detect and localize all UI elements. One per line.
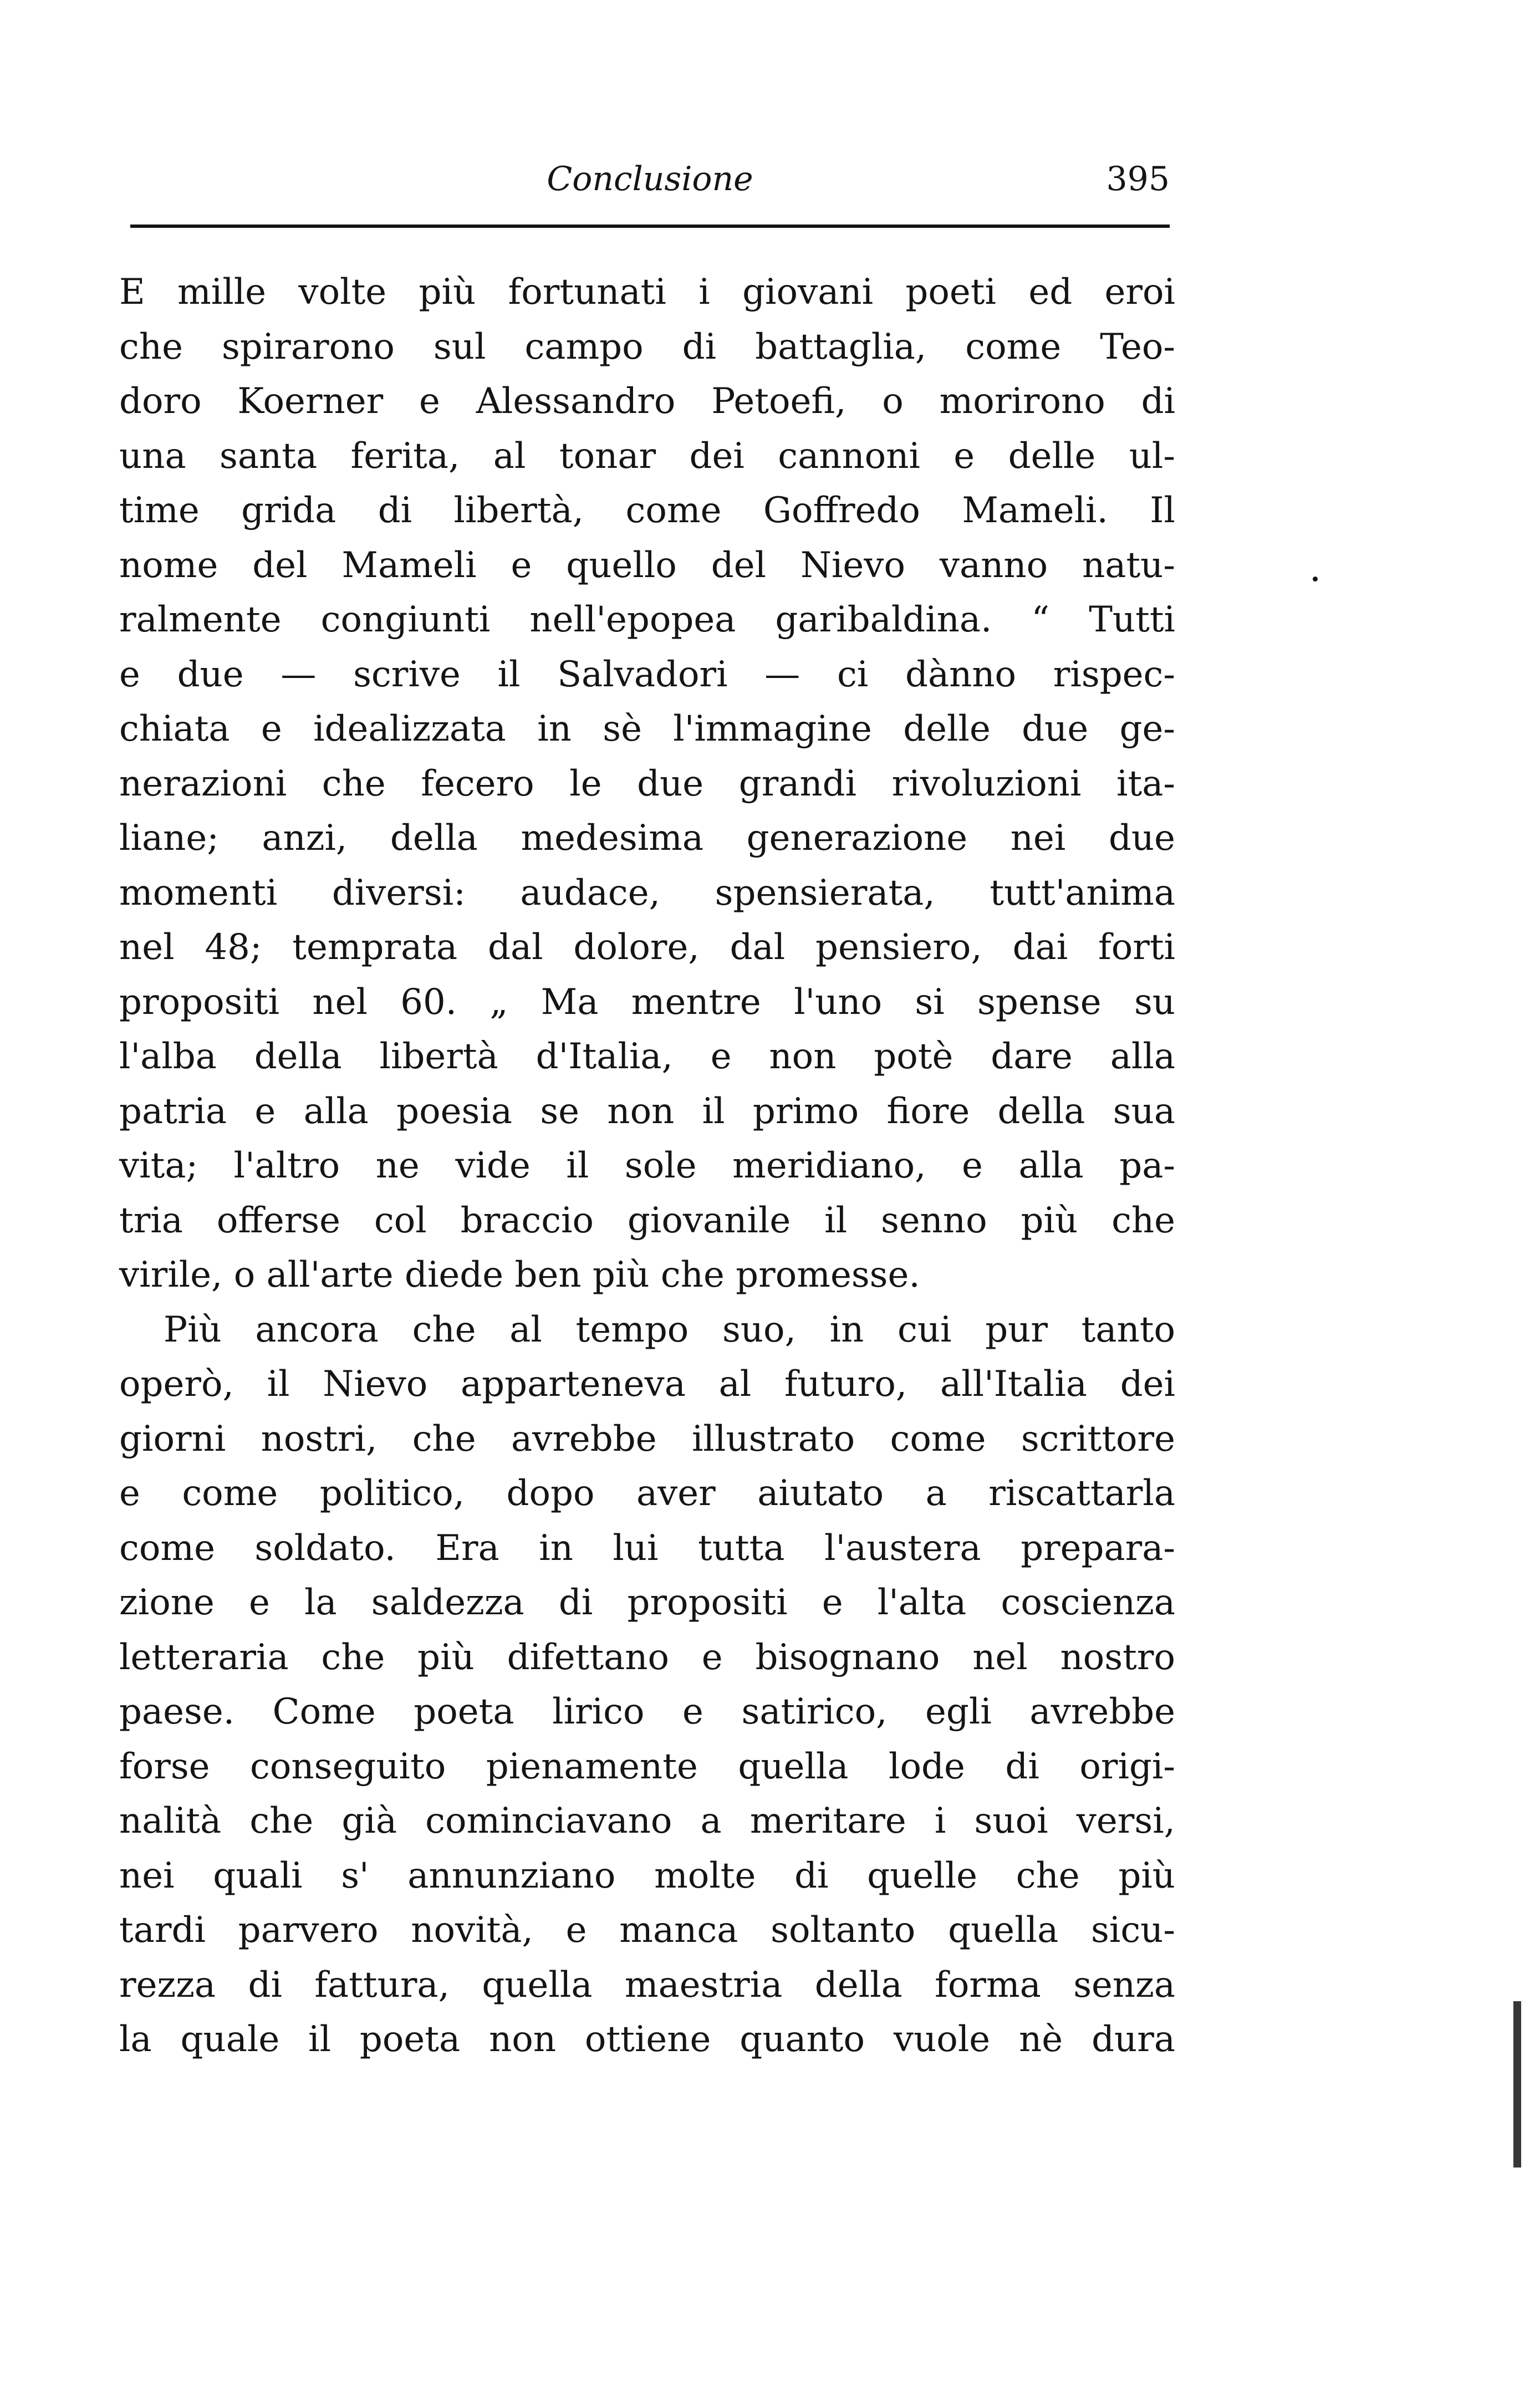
- text-line: letteraria che più difettano e bisognano nel nostro: [119, 1636, 1175, 1678]
- text-line: operò, il Nievo apparteneva al futuro, all'Italia dei: [119, 1364, 1175, 1405]
- text-line: Più ancora che al tempo suo, in cui pur tanto: [164, 1309, 1175, 1350]
- text-line: nei quali s' annunziano molte di quelle che più: [119, 1855, 1175, 1896]
- text-line: come soldato. Era in lui tutta l'austera prepara-: [119, 1527, 1175, 1569]
- text-line: nerazioni che fecero le due grandi rivoluzioni ita-: [119, 763, 1175, 804]
- text-line: zione e la saldezza di propositi e l'alta coscienza: [119, 1582, 1175, 1623]
- text-line: propositi nel 60. „ Ma mentre l'uno si spense su: [119, 981, 1175, 1023]
- body-text: [119, 265, 1175, 2067]
- header-rule: [130, 225, 1170, 228]
- text-line: l'alba della libertà d'Italia, e non potè dare alla: [119, 1036, 1175, 1077]
- text-line: time grida di libertà, come Goffredo Mameli. Il: [119, 490, 1175, 531]
- text-line: nome del Mameli e quello del Nievo vanno natu-: [119, 544, 1175, 586]
- text-line: e come politico, dopo aver aiutato a riscattarla: [119, 1473, 1175, 1514]
- text-line: forse conseguito pienamente quella lode di origi-: [119, 1746, 1175, 1787]
- text-line: paese. Come poeta lirico e satirico, egli avrebbe: [119, 1691, 1175, 1732]
- running-title: Conclusione: [547, 160, 753, 198]
- text-line: chiata e idealizzata in sè l'immagine delle due ge-: [119, 708, 1175, 749]
- paragraph: [119, 265, 1175, 1303]
- text-line: virile, o all'arte diede ben più che promesse.: [119, 1254, 920, 1296]
- text-line: che spirarono sul campo di battaglia, come Teo-: [119, 326, 1175, 368]
- text-line: e due — scrive il Salvadori — ci dànno rispec-: [119, 654, 1175, 695]
- text-line: doro Koerner e Alessandro Petoefi, o morirono di: [119, 381, 1175, 422]
- text-line: liane; anzi, della medesima generazione nei due: [119, 818, 1175, 859]
- running-head: [130, 154, 1170, 204]
- text-line: giorni nostri, che avrebbe illustrato come scrittore: [119, 1418, 1175, 1460]
- text-line: rezza di fattura, quella maestria della forma senza: [119, 1964, 1175, 2006]
- text-line: una santa ferita, al tonar dei cannoni e delle ul-: [119, 435, 1175, 477]
- paragraph: [119, 1303, 1175, 2067]
- page-edge-shadow: [1513, 2001, 1521, 2168]
- text-line: patria e alla poesia se non il primo fiore della sua: [119, 1090, 1175, 1132]
- text-line: tria offerse col braccio giovanile il senno più che: [119, 1200, 1175, 1241]
- text-line: la quale il poeta non ottiene quanto vuole nè dura: [119, 2019, 1175, 2060]
- ink-speck: [1313, 577, 1318, 582]
- text-line: momenti diversi: audace, spensierata, tutt'anima: [119, 872, 1175, 914]
- page-number: 395: [1106, 160, 1170, 198]
- text-line: vita; l'altro ne vide il sole meridiano, e alla pa-: [119, 1145, 1175, 1186]
- text-line: E mille volte più fortunati i giovani poeti ed eroi: [119, 272, 1175, 313]
- text-line: ralmente congiunti nell'epopea garibaldina. “ Tutti: [119, 599, 1175, 640]
- text-line: nel 48; temprata dal dolore, dal pensiero, dai forti: [119, 927, 1175, 968]
- text-line: nalità che già cominciavano a meritare i suoi versi,: [119, 1801, 1175, 1842]
- text-line: tardi parvero novità, e manca soltanto quella sicu-: [119, 1910, 1175, 1951]
